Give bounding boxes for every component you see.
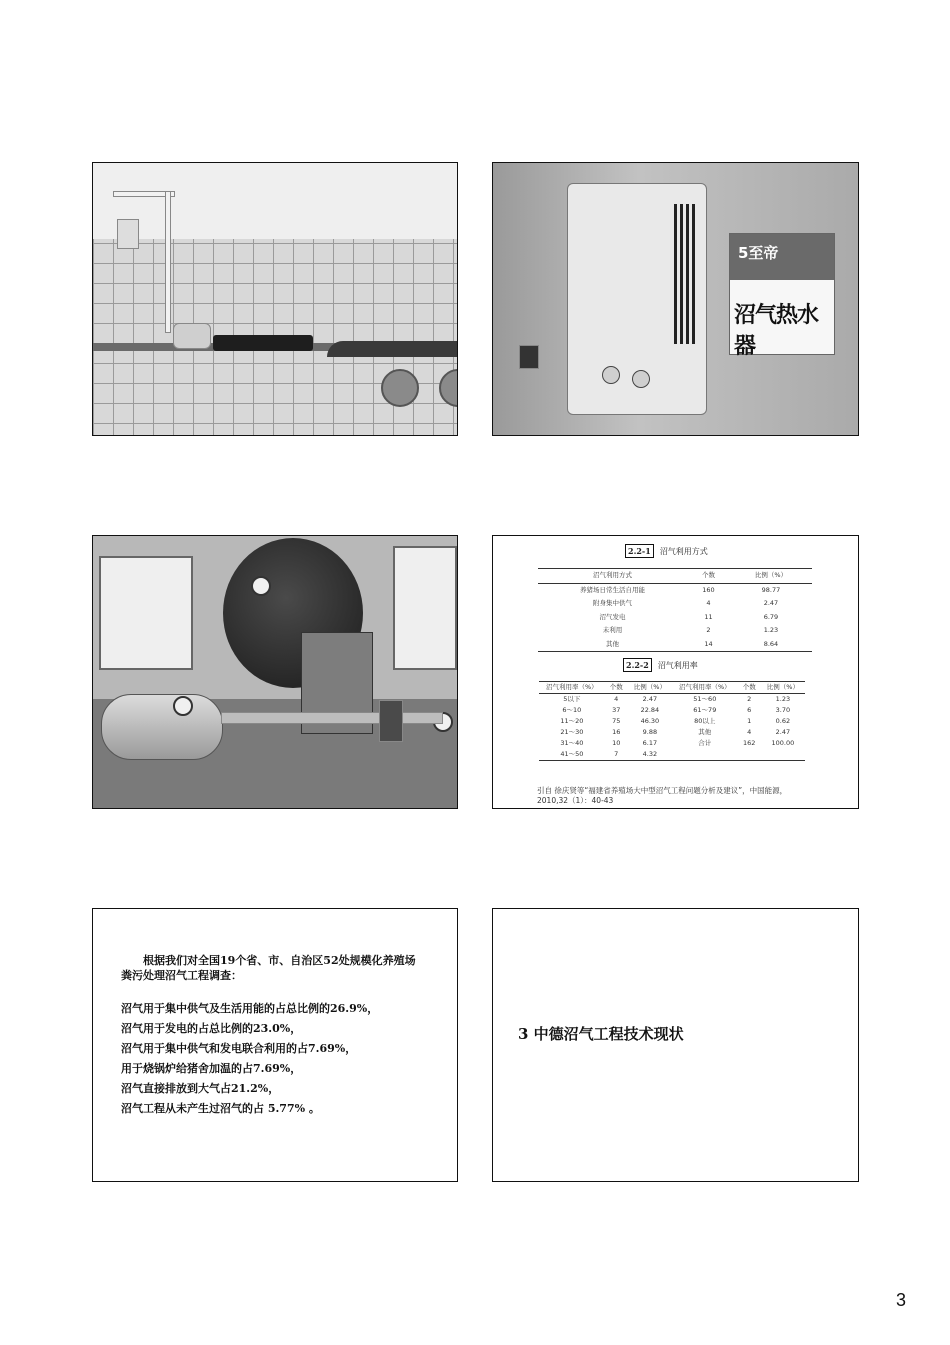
table2-id: 2.2-2: [623, 658, 652, 672]
list-item: 沼气用于发电的占总比例的23.0%，: [121, 1022, 302, 1035]
table-row: [539, 738, 805, 749]
table-row: [538, 624, 812, 638]
table-cell: 其他: [606, 639, 620, 648]
survey-intro-line-1: 根据我们对全国19个省、市、自治区52处规模化养殖场: [143, 954, 416, 967]
list-item: 沼气用于集中供气和发电联合利用的占7.69%，: [121, 1042, 357, 1055]
table1-caption: [625, 544, 708, 558]
table2-caption: [623, 658, 698, 672]
table-header-row: [538, 569, 812, 584]
table-cell: 7: [614, 750, 619, 758]
gas-pipeline: [221, 712, 443, 724]
table-cell: 41～50: [560, 750, 584, 758]
table1-title: 沼气利用方式: [659, 546, 708, 556]
table-cell: 4: [747, 728, 752, 736]
table-cell: 2: [747, 695, 752, 703]
kitchen-biogas-stove-photo: [92, 162, 458, 436]
table-cell: 3.70: [775, 706, 791, 714]
table-cell: 9.88: [642, 728, 658, 736]
page-number: 3: [896, 1290, 907, 1310]
table-cell: 14: [704, 639, 713, 648]
table-cell: 4: [706, 599, 711, 607]
table-row: [539, 749, 805, 761]
table-cell: 11: [704, 612, 713, 621]
table-cell: 31～40: [560, 739, 584, 747]
table-header-row: [539, 682, 805, 694]
rice-cooker: [173, 323, 211, 349]
sign-brand: 5至帝: [738, 244, 779, 262]
table-cell: 2: [706, 626, 711, 634]
table-cell: 160: [702, 585, 715, 594]
table-cell: 合计: [698, 739, 712, 747]
table-cell: 8.64: [763, 639, 779, 648]
table-cell: 75: [612, 717, 621, 725]
gas-pipe-vertical: [165, 191, 171, 333]
table-header: 比例（%）: [761, 682, 805, 694]
list-item: 用于烧锅炉给猪舍加温的占7.69%，: [121, 1062, 302, 1075]
table-utilization-rate: [539, 681, 805, 761]
table-cell: 4.32: [642, 750, 658, 758]
table-cell: 80以上: [694, 717, 716, 725]
table-cell: 6.79: [763, 612, 779, 621]
table-cell: 61～79: [693, 706, 717, 714]
heater-vent: [674, 204, 696, 344]
table-cell: 未利用: [602, 626, 623, 634]
table-cell: [672, 749, 738, 761]
table-cell: 162: [742, 739, 756, 747]
table-row: [538, 638, 812, 652]
table-cell: 10: [612, 739, 621, 747]
heater-knob-2: [632, 370, 650, 388]
table-row: [539, 727, 805, 738]
table1-id: 2.2-1: [625, 544, 654, 558]
pressure-gauge-2: [251, 576, 271, 596]
sign-label: 沼气热水器: [734, 303, 819, 359]
list-item: 沼气工程从未产生过沼气的占 5.77% 。: [121, 1102, 320, 1115]
brick-stove: [327, 341, 457, 357]
upper-wall: [93, 163, 457, 239]
table-cell: 6.17: [642, 739, 658, 747]
product-sign: [729, 233, 835, 359]
table-header: 沼气利用方式: [538, 569, 687, 584]
table-cell: [738, 749, 761, 761]
control-box: [519, 345, 539, 369]
table-cell: 0.62: [775, 717, 791, 725]
biogas-boiler-photo: [92, 535, 458, 809]
table-cell: 46.30: [640, 717, 660, 725]
table-header: 个数: [687, 569, 730, 584]
table-cell: 11～20: [560, 717, 584, 725]
survey-results-slide: [92, 908, 458, 1182]
table-row: [539, 694, 805, 706]
table-row: [538, 611, 812, 625]
table-row: [538, 597, 812, 611]
table-cell: 16: [612, 728, 621, 736]
gas-meter: [117, 219, 139, 249]
table-cell: 沼气发电: [599, 612, 626, 621]
table-cell: 100.00: [771, 739, 795, 747]
table-cell: 37: [612, 706, 621, 714]
heater-knob: [602, 366, 620, 384]
table-cell: 21～30: [560, 728, 584, 736]
table-utilization-methods: [538, 568, 812, 652]
table-header: 沼气利用率（%）: [672, 682, 738, 694]
water-heater: [567, 183, 707, 415]
list-item: 沼气用于集中供气及生活用能的占总比例的26.9%，: [121, 1002, 379, 1015]
table-cell: 6～10: [562, 706, 582, 714]
table2-title: 沼气利用率: [657, 660, 698, 670]
table-cell: 6: [747, 706, 752, 714]
gas-stove: [213, 335, 313, 351]
window-left: [99, 556, 193, 670]
survey-results-list: [121, 999, 451, 1119]
gas-filter: [379, 700, 403, 742]
table-cell: 51～60: [693, 695, 717, 703]
section-heading-slide: [492, 908, 859, 1182]
table-header: 个数: [738, 682, 761, 694]
table-header: 比例（%）: [628, 682, 672, 694]
cylinder-tank: [101, 694, 223, 760]
table-row: [539, 716, 805, 727]
window-right: [393, 546, 457, 670]
table-cell: 1.23: [763, 626, 779, 634]
table-cell: 2.47: [763, 599, 779, 607]
table-header: 沼气利用率（%）: [539, 682, 605, 694]
survey-intro-line-2: 粪污处理沼气工程调查：: [121, 969, 242, 982]
table-cell: 1: [747, 717, 752, 725]
biogas-water-heater-photo: [492, 162, 859, 436]
table-row: [538, 583, 812, 597]
biogas-utilization-tables-slide: [492, 535, 859, 809]
table-cell: 5以下: [563, 695, 581, 703]
table-cell: 养猪场日常生活自用能: [580, 585, 646, 594]
table-cell: 附身集中供气: [593, 599, 633, 607]
pressure-gauge: [173, 696, 193, 716]
list-item: 沼气直接排放到大气占21.2%，: [121, 1082, 280, 1095]
table-cell: [761, 749, 805, 761]
table-header: 个数: [605, 682, 628, 694]
table-cell: 4: [614, 695, 619, 703]
table-row: [539, 705, 805, 716]
stove-door: [381, 369, 419, 407]
survey-intro: [121, 953, 441, 983]
table-cell: 其他: [698, 728, 712, 736]
table-cell: 22.84: [640, 706, 660, 714]
table-citation: 引自 徐庆贤等“福建省养殖场大中型沼气工程问题分析及建议”，中国能源，2010,32（1）：40-43: [537, 786, 788, 805]
table-cell: 2.47: [775, 728, 791, 736]
sign-header: [730, 234, 834, 280]
section-heading: 3 中德沼气工程技术现状: [518, 1025, 684, 1043]
table-cell: 98.77: [761, 585, 781, 594]
table-cell: 2.47: [642, 695, 658, 703]
table-header: 比例（%）: [730, 569, 812, 584]
table-cell: 1.23: [775, 695, 791, 703]
